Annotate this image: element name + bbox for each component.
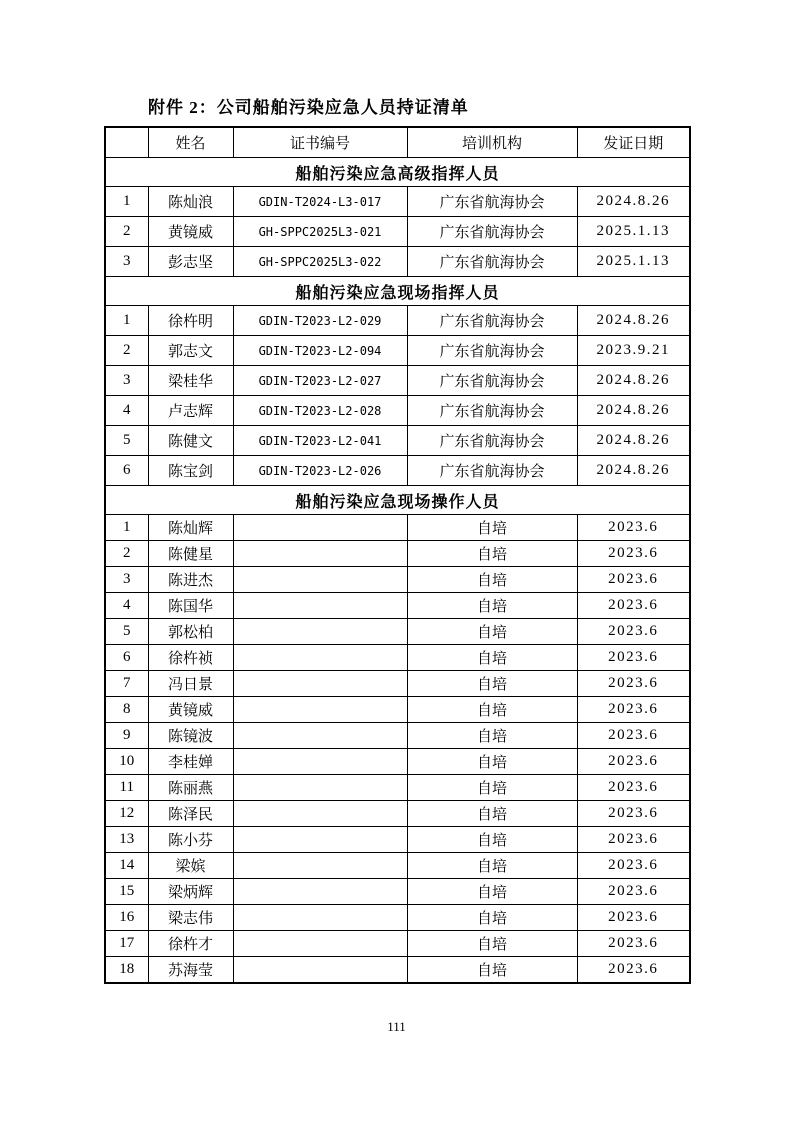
issue-date-cell: 2023.6: [577, 931, 690, 957]
training-org-cell: 自培: [407, 593, 577, 619]
training-org-cell: 自培: [407, 671, 577, 697]
name-cell: 陈灿辉: [148, 515, 233, 541]
issue-date-cell: 2023.6: [577, 801, 690, 827]
training-org-cell: 自培: [407, 879, 577, 905]
table-row: [105, 671, 690, 697]
cert-number-cell: [233, 593, 407, 619]
training-org-cell: 自培: [407, 931, 577, 957]
training-org-cell: 自培: [407, 723, 577, 749]
row-index-cell: 10: [105, 749, 148, 775]
cert-number-cell: [233, 853, 407, 879]
row-index-cell: 11: [105, 775, 148, 801]
cert-number-cell: GDIN-T2023-L2-094: [233, 336, 407, 366]
issue-date-cell: 2023.6: [577, 905, 690, 931]
row-index-cell: 12: [105, 801, 148, 827]
cert-number-cell: [233, 801, 407, 827]
issue-date-cell: 2024.8.26: [577, 366, 690, 396]
column-header-training-org: 培训机构: [407, 127, 577, 158]
name-cell: 陈灿浪: [148, 187, 233, 217]
training-org-cell: 广东省航海协会: [407, 336, 577, 366]
issue-date-cell: 2024.8.26: [577, 396, 690, 426]
name-cell: 郭志文: [148, 336, 233, 366]
row-index-cell: 5: [105, 619, 148, 645]
table-row: [105, 853, 690, 879]
table-row: [105, 217, 690, 247]
training-org-cell: 自培: [407, 697, 577, 723]
issue-date-cell: 2024.8.26: [577, 187, 690, 217]
name-cell: 陈国华: [148, 593, 233, 619]
training-org-cell: 广东省航海协会: [407, 426, 577, 456]
row-index-cell: 7: [105, 671, 148, 697]
training-org-cell: 自培: [407, 957, 577, 984]
column-header-name: 姓名: [148, 127, 233, 158]
cert-number-cell: GH-SPPC2025L3-021: [233, 217, 407, 247]
name-cell: 徐杵明: [148, 306, 233, 336]
row-index-cell: 17: [105, 931, 148, 957]
cert-number-cell: [233, 515, 407, 541]
training-org-cell: 自培: [407, 801, 577, 827]
table-row: [105, 697, 690, 723]
table-row: [105, 775, 690, 801]
row-index-cell: 2: [105, 541, 148, 567]
issue-date-cell: 2025.1.13: [577, 247, 690, 277]
name-cell: 陈健文: [148, 426, 233, 456]
name-cell: 梁桂华: [148, 366, 233, 396]
name-cell: 陈宝剑: [148, 456, 233, 486]
name-cell: 陈健星: [148, 541, 233, 567]
issue-date-cell: 2023.6: [577, 593, 690, 619]
row-index-cell: 1: [105, 515, 148, 541]
name-cell: 梁炳辉: [148, 879, 233, 905]
row-index-cell: 3: [105, 366, 148, 396]
name-cell: 彭志坚: [148, 247, 233, 277]
issue-date-cell: 2023.6: [577, 853, 690, 879]
name-cell: 郭松柏: [148, 619, 233, 645]
issue-date-cell: 2023.6: [577, 723, 690, 749]
training-org-cell: 广东省航海协会: [407, 187, 577, 217]
column-header-issue-date: 发证日期: [577, 127, 690, 158]
section-header: 船舶污染应急高级指挥人员: [105, 158, 690, 187]
issue-date-cell: 2023.6: [577, 957, 690, 984]
training-org-cell: 广东省航海协会: [407, 217, 577, 247]
issue-date-cell: 2023.6: [577, 671, 690, 697]
table-row: [105, 456, 690, 486]
certificate-table: [104, 126, 691, 984]
row-index-cell: 2: [105, 217, 148, 247]
name-cell: 冯日景: [148, 671, 233, 697]
cert-number-cell: GDIN-T2023-L2-026: [233, 456, 407, 486]
training-org-cell: 广东省航海协会: [407, 366, 577, 396]
row-index-cell: 4: [105, 396, 148, 426]
issue-date-cell: 2025.1.13: [577, 217, 690, 247]
cert-number-cell: GDIN-T2024-L3-017: [233, 187, 407, 217]
training-org-cell: 广东省航海协会: [407, 396, 577, 426]
training-org-cell: 自培: [407, 645, 577, 671]
table-header-row: [105, 127, 690, 158]
row-index-cell: 5: [105, 426, 148, 456]
table-row: [105, 879, 690, 905]
issue-date-cell: 2023.6: [577, 749, 690, 775]
training-org-cell: 广东省航海协会: [407, 306, 577, 336]
cert-number-cell: [233, 645, 407, 671]
table-row: [105, 931, 690, 957]
cert-number-cell: [233, 957, 407, 984]
table-row: [105, 593, 690, 619]
cert-number-cell: [233, 749, 407, 775]
column-header-index: [105, 127, 148, 158]
table-row: [105, 426, 690, 456]
cert-number-cell: GDIN-T2023-L2-027: [233, 366, 407, 396]
training-org-cell: 自培: [407, 827, 577, 853]
training-org-cell: 自培: [407, 749, 577, 775]
row-index-cell: 13: [105, 827, 148, 853]
cert-number-cell: GH-SPPC2025L3-022: [233, 247, 407, 277]
cert-number-cell: [233, 619, 407, 645]
training-org-cell: 自培: [407, 567, 577, 593]
row-index-cell: 16: [105, 905, 148, 931]
cert-number-cell: [233, 775, 407, 801]
cert-number-cell: GDIN-T2023-L2-041: [233, 426, 407, 456]
name-cell: 徐杵祯: [148, 645, 233, 671]
section-header-row: [105, 486, 690, 515]
cert-number-cell: [233, 671, 407, 697]
table-row: [105, 366, 690, 396]
table-row: [105, 336, 690, 366]
cert-number-cell: [233, 905, 407, 931]
row-index-cell: 4: [105, 593, 148, 619]
training-org-cell: 自培: [407, 775, 577, 801]
row-index-cell: 8: [105, 697, 148, 723]
table-row: [105, 827, 690, 853]
training-org-cell: 自培: [407, 541, 577, 567]
name-cell: 苏海莹: [148, 957, 233, 984]
table-row: [105, 957, 690, 984]
name-cell: 梁嫔: [148, 853, 233, 879]
row-index-cell: 1: [105, 187, 148, 217]
row-index-cell: 14: [105, 853, 148, 879]
table-row: [105, 749, 690, 775]
name-cell: 梁志伟: [148, 905, 233, 931]
training-org-cell: 广东省航海协会: [407, 247, 577, 277]
section-header: 船舶污染应急现场操作人员: [105, 486, 690, 515]
row-index-cell: 3: [105, 567, 148, 593]
issue-date-cell: 2023.6: [577, 645, 690, 671]
table-row: [105, 645, 690, 671]
issue-date-cell: 2023.6: [577, 775, 690, 801]
table-row: [105, 396, 690, 426]
name-cell: 陈镜波: [148, 723, 233, 749]
section-header-row: [105, 158, 690, 187]
page-number: 111: [387, 1019, 406, 1034]
cert-number-cell: [233, 541, 407, 567]
name-cell: 陈泽民: [148, 801, 233, 827]
column-header-cert-number: 证书编号: [233, 127, 407, 158]
table-row: [105, 723, 690, 749]
issue-date-cell: 2023.6: [577, 541, 690, 567]
issue-date-cell: 2023.6: [577, 697, 690, 723]
training-org-cell: 自培: [407, 853, 577, 879]
table-row: [105, 515, 690, 541]
cert-number-cell: GDIN-T2023-L2-029: [233, 306, 407, 336]
table-row: [105, 187, 690, 217]
cert-number-cell: [233, 567, 407, 593]
training-org-cell: 广东省航海协会: [407, 456, 577, 486]
row-index-cell: 1: [105, 306, 148, 336]
table-row: [105, 619, 690, 645]
row-index-cell: 6: [105, 645, 148, 671]
name-cell: 黄镜威: [148, 217, 233, 247]
issue-date-cell: 2023.9.21: [577, 336, 690, 366]
cert-number-cell: [233, 931, 407, 957]
training-org-cell: 自培: [407, 515, 577, 541]
table-body: [105, 127, 690, 983]
training-org-cell: 自培: [407, 619, 577, 645]
row-index-cell: 6: [105, 456, 148, 486]
cert-number-cell: [233, 723, 407, 749]
name-cell: 卢志辉: [148, 396, 233, 426]
name-cell: 李桂婵: [148, 749, 233, 775]
table-row: [105, 801, 690, 827]
table-row: [105, 567, 690, 593]
cert-number-cell: [233, 827, 407, 853]
table-row: [105, 541, 690, 567]
row-index-cell: 9: [105, 723, 148, 749]
row-index-cell: 2: [105, 336, 148, 366]
row-index-cell: 18: [105, 957, 148, 984]
issue-date-cell: 2023.6: [577, 879, 690, 905]
name-cell: 陈小芬: [148, 827, 233, 853]
issue-date-cell: 2023.6: [577, 515, 690, 541]
cert-number-cell: GDIN-T2023-L2-028: [233, 396, 407, 426]
issue-date-cell: 2024.8.26: [577, 306, 690, 336]
issue-date-cell: 2024.8.26: [577, 426, 690, 456]
name-cell: 陈进杰: [148, 567, 233, 593]
issue-date-cell: 2023.6: [577, 619, 690, 645]
section-header: 船舶污染应急现场指挥人员: [105, 277, 690, 306]
row-index-cell: 3: [105, 247, 148, 277]
name-cell: 黄镜威: [148, 697, 233, 723]
issue-date-cell: 2023.6: [577, 567, 690, 593]
table-row: [105, 306, 690, 336]
issue-date-cell: 2024.8.26: [577, 456, 690, 486]
name-cell: 徐杵才: [148, 931, 233, 957]
cert-number-cell: [233, 879, 407, 905]
cert-number-cell: [233, 697, 407, 723]
name-cell: 陈丽燕: [148, 775, 233, 801]
training-org-cell: 自培: [407, 905, 577, 931]
section-header-row: [105, 277, 690, 306]
issue-date-cell: 2023.6: [577, 827, 690, 853]
row-index-cell: 15: [105, 879, 148, 905]
page-title: 附件 2：公司船舶污染应急人员持证清单: [148, 98, 469, 117]
table-row: [105, 247, 690, 277]
table-row: [105, 905, 690, 931]
